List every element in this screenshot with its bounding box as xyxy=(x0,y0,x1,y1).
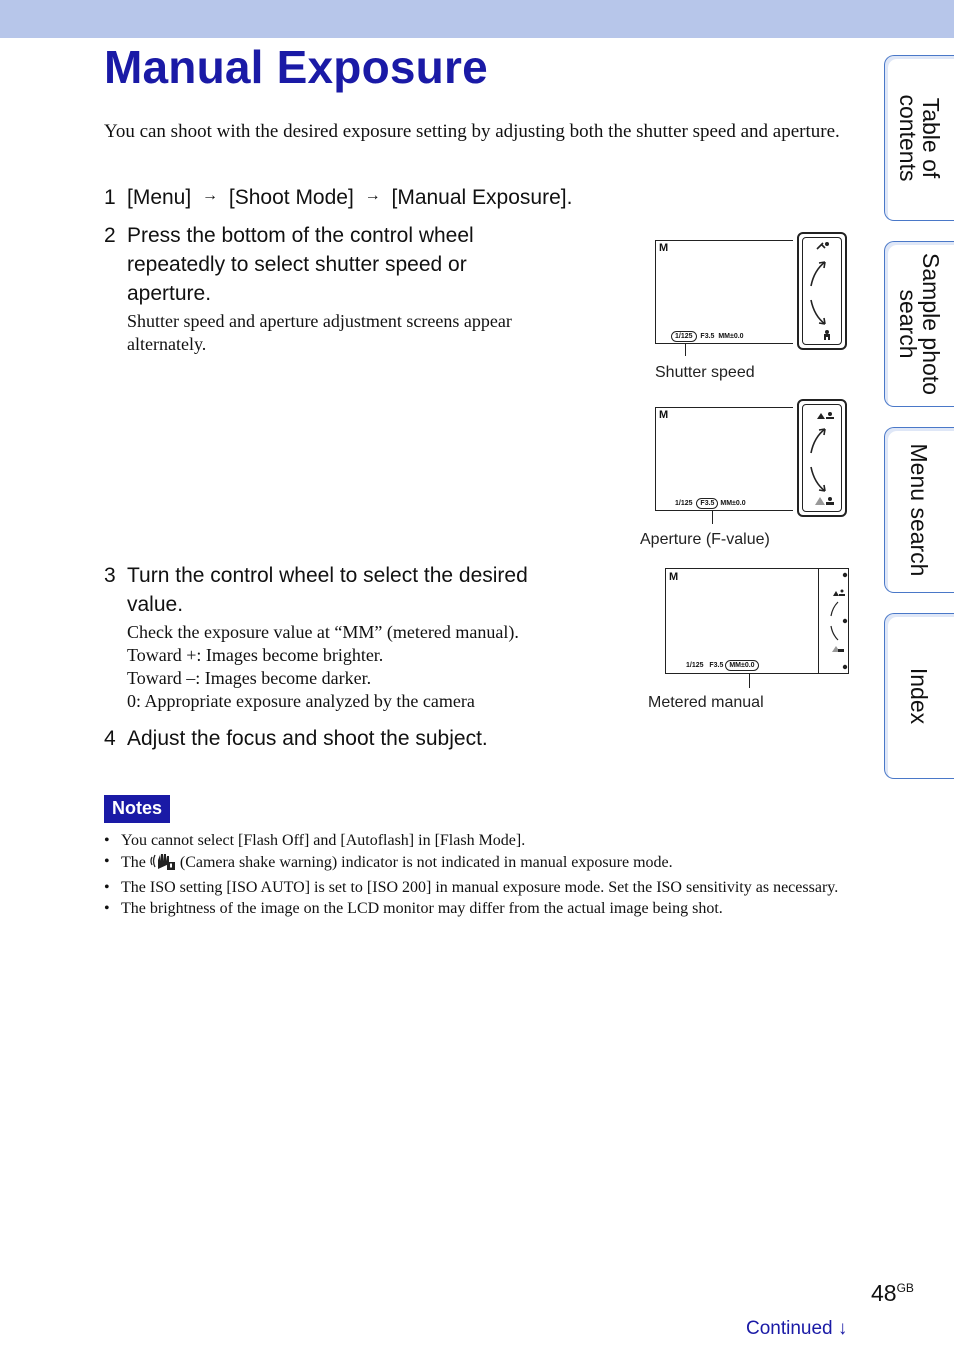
metered-value: MM±0.0 xyxy=(720,500,746,507)
step-number: 4 xyxy=(104,727,116,750)
exposure-readout xyxy=(671,331,744,342)
detail-line: 0: Appropriate exposure analyzed by the camera xyxy=(127,691,475,711)
tab-label[interactable] xyxy=(884,614,954,778)
tab-sample-photo-search[interactable] xyxy=(884,241,954,407)
continued-link[interactable] xyxy=(746,1318,847,1340)
detail-line: Toward –: Images become darker. xyxy=(127,668,372,688)
mode-indicator: M xyxy=(669,571,679,583)
detail-line: Check the exposure value at “MM” (metered manual). xyxy=(127,622,519,642)
shutter-value-highlight: 1/125 xyxy=(671,331,697,342)
note-item: • You cannot select [Flash Off] and [Autoflash] in [Flash Mode]. xyxy=(104,830,864,851)
notes-list xyxy=(104,830,864,919)
shutter-value: 1/125 xyxy=(686,662,704,669)
detail-line: alternately. xyxy=(127,334,207,354)
aperture-screen xyxy=(655,399,850,525)
tab-label[interactable] xyxy=(884,56,954,220)
step-line: value. xyxy=(127,593,184,616)
detail-line: Shutter speed and aperture adjustment screens appear xyxy=(127,311,512,331)
intro-paragraph: You can shoot with the desired exposure setting by adjusting both the shutter speed and aperture. xyxy=(104,121,840,142)
mode-indicator: M xyxy=(659,409,669,421)
note-prefix: The xyxy=(121,854,146,871)
wheel-inner xyxy=(802,404,842,512)
mode-indicator: M xyxy=(659,242,669,254)
arrow-right-icon: → xyxy=(364,187,381,204)
page-number xyxy=(871,1280,914,1307)
metered-value: MM±0.0 xyxy=(718,333,744,340)
step-number: 3 xyxy=(104,564,116,587)
scale-divider xyxy=(818,568,819,673)
tab-label[interactable] xyxy=(884,428,954,592)
step-4 xyxy=(104,724,574,754)
caption-aperture: Aperture (F-value) xyxy=(640,531,770,548)
step-number: 2 xyxy=(104,224,116,247)
wheel-arrows-icon xyxy=(803,405,841,511)
exposure-readout xyxy=(686,660,759,671)
step-1 xyxy=(104,183,624,213)
step-2 xyxy=(104,221,544,311)
page-title: Manual Exposure xyxy=(104,41,488,93)
wheel-inner xyxy=(802,237,842,345)
metered-value-highlight: MM±0.0 xyxy=(725,660,758,671)
shutter-speed-screen xyxy=(655,232,850,357)
aperture-value: F3.5 xyxy=(700,333,715,340)
step-line: repeatedly to select shutter speed or xyxy=(127,253,467,276)
caption-metered-manual: Metered manual xyxy=(648,694,764,711)
page-suffix: GB xyxy=(896,1281,914,1295)
step-number: 1 xyxy=(104,186,116,209)
step-line: aperture. xyxy=(127,282,212,305)
continued-label: Continued xyxy=(746,1318,833,1339)
tab-label-line: Menu search xyxy=(906,443,933,577)
tab-menu-search[interactable] xyxy=(884,427,954,593)
page-number-value: 48 xyxy=(871,1280,897,1306)
detail-line: Toward +: Images become brighter. xyxy=(127,645,384,665)
tab-table-of-contents[interactable] xyxy=(884,55,954,221)
menu-path-item: [Shoot Mode] xyxy=(228,186,354,209)
step-text xyxy=(127,221,547,308)
control-wheel-icon xyxy=(797,232,847,350)
aperture-value-highlight: F3.5 xyxy=(696,498,718,509)
tab-label-line: search xyxy=(895,289,921,359)
wheel-arrows-icon xyxy=(803,238,841,344)
step-line: Press the bottom of the control wheel xyxy=(127,224,474,247)
step-text xyxy=(127,561,577,619)
note-item xyxy=(104,851,864,877)
step-2-detail xyxy=(127,310,512,356)
step-line: Turn the control wheel to select the desired xyxy=(127,564,528,587)
tab-label-line: Index xyxy=(906,667,933,725)
tab-label-line: Sample photo xyxy=(918,253,944,395)
step-3-detail xyxy=(127,621,519,713)
note-item: • The ISO setting [ISO AUTO] is set to [ISO 200] in manual exposure mode. Set the ISO sensitivity as necessary. xyxy=(104,877,864,898)
leader-line xyxy=(712,511,713,524)
notes-label: Notes xyxy=(104,795,170,823)
exposure-readout xyxy=(675,498,746,509)
lcd-frame xyxy=(655,240,793,344)
menu-path-item: [Menu] xyxy=(127,186,192,209)
menu-path-item: [Manual Exposure]. xyxy=(391,186,573,209)
header-bar xyxy=(0,0,954,38)
step-text: Adjust the focus and shoot the subject. xyxy=(127,727,488,750)
note-text: (Camera shake warning) indicator is not indicated in manual exposure mode. xyxy=(179,854,673,871)
tab-index[interactable] xyxy=(884,613,954,779)
note-item: • The brightness of the image on the LCD monitor may differ from the actual image being shot. xyxy=(104,898,864,919)
camera-shake-icon xyxy=(150,851,176,877)
leader-line xyxy=(685,344,686,356)
shutter-value: 1/125 xyxy=(675,500,693,507)
aperture-value: F3.5 xyxy=(709,662,724,669)
step-text xyxy=(127,183,572,214)
exposure-scale-icon xyxy=(821,570,849,672)
caption-shutter-speed: Shutter speed xyxy=(655,364,755,381)
leader-line xyxy=(749,674,750,688)
tab-label-line: contents xyxy=(895,94,921,182)
lcd-frame xyxy=(655,407,793,511)
step-3 xyxy=(104,561,574,621)
arrow-down-icon: ↓ xyxy=(837,1318,848,1339)
metered-manual-screen xyxy=(665,568,850,688)
tab-label-line: Table of xyxy=(918,97,944,179)
tab-label[interactable] xyxy=(884,242,954,406)
control-wheel-icon xyxy=(797,399,847,517)
arrow-right-icon: → xyxy=(202,187,219,204)
